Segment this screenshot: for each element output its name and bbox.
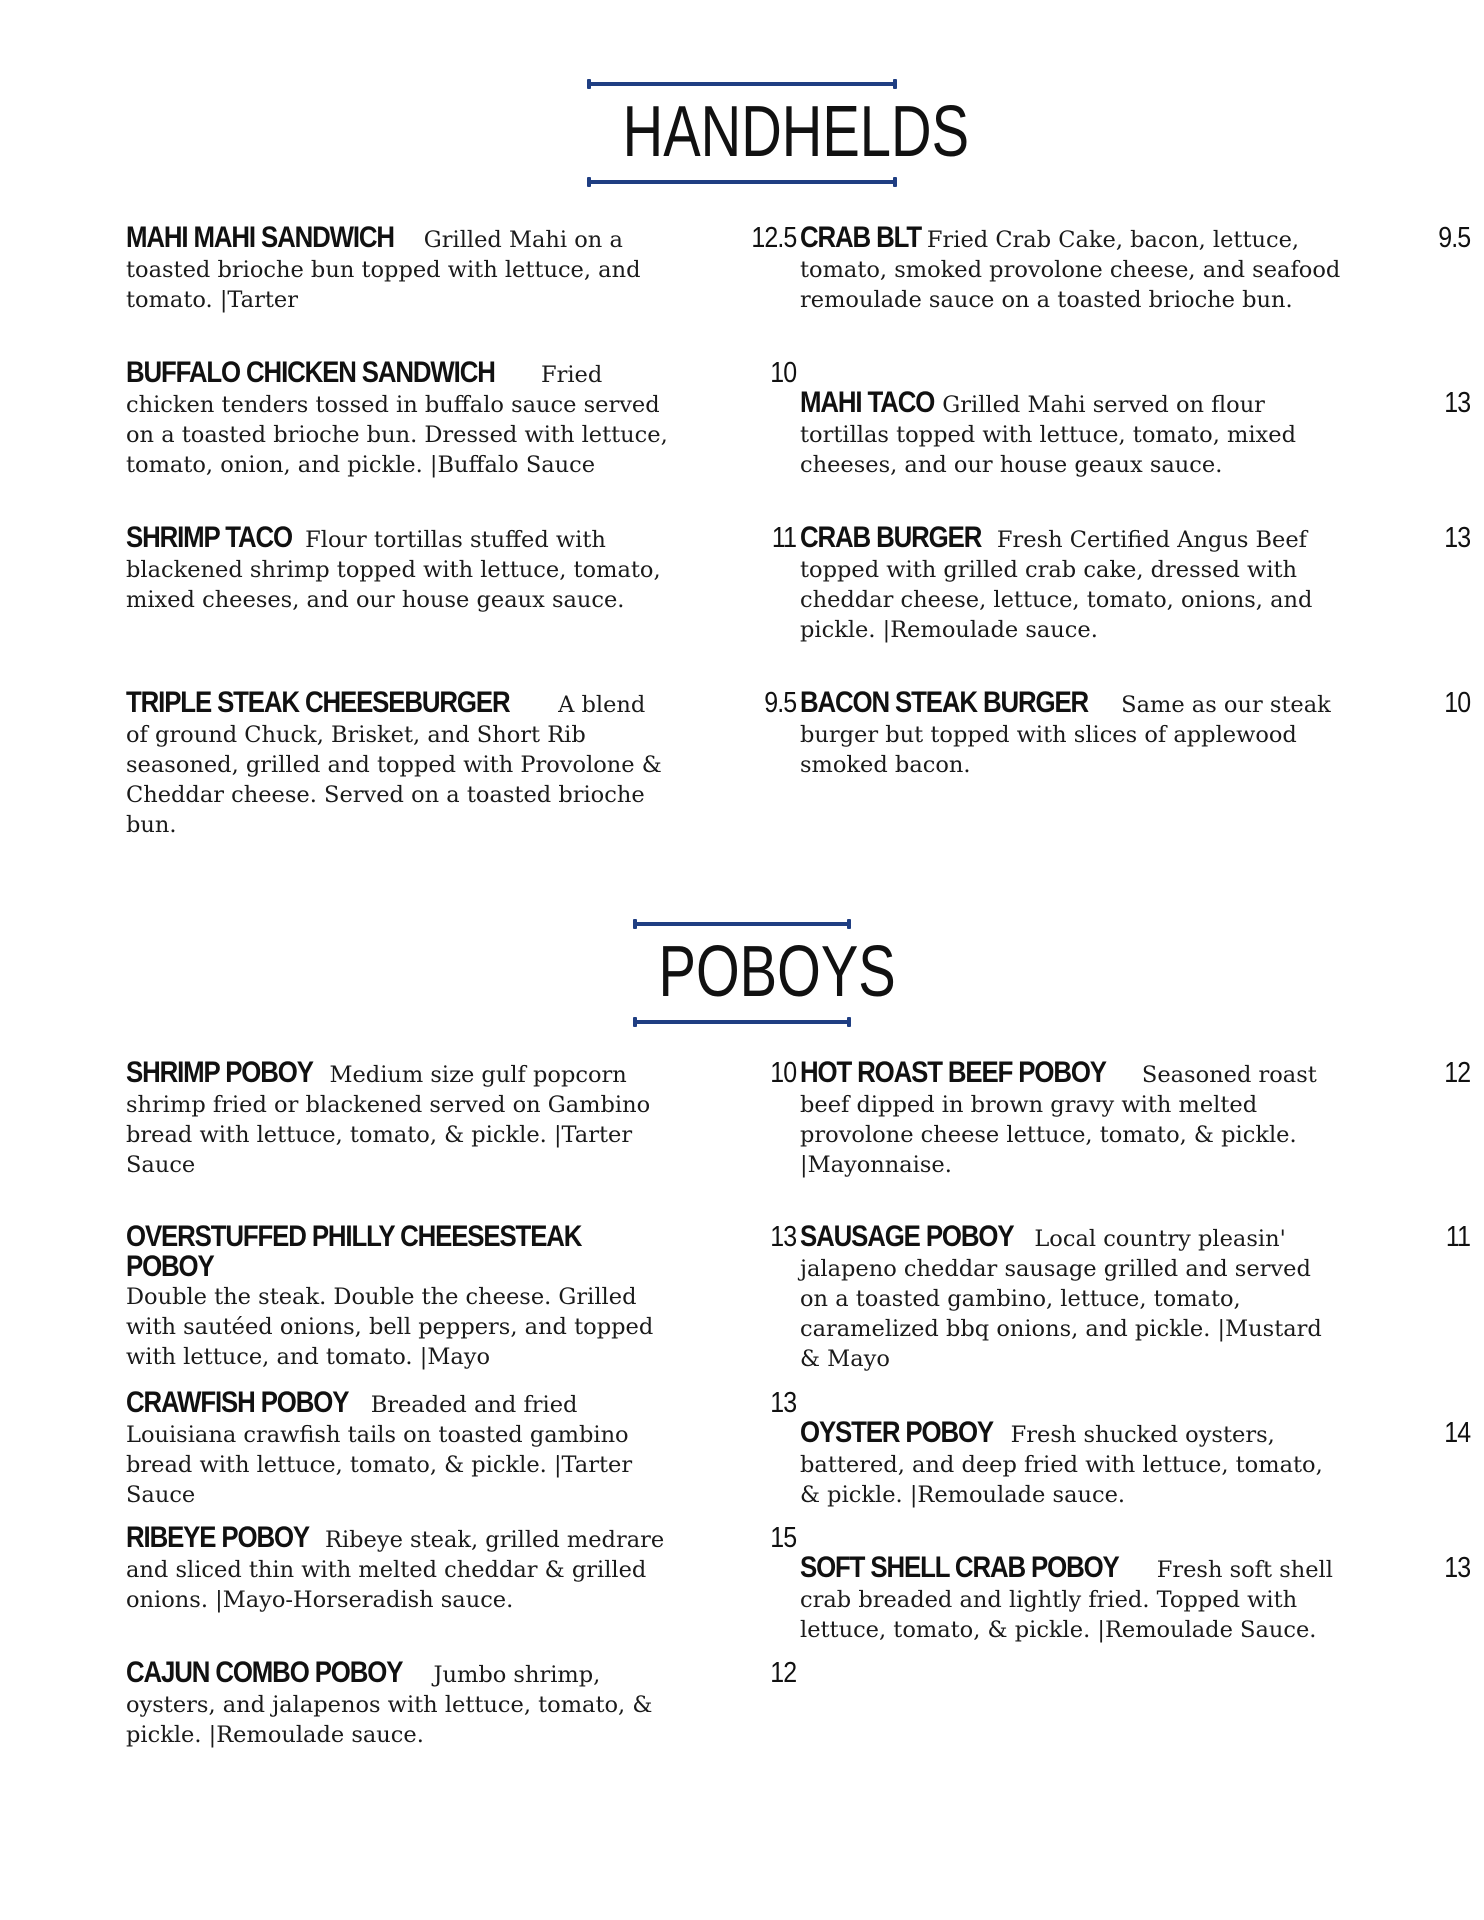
item-name: RIBEYE POBOY — [126, 1521, 310, 1554]
item-description: Grilled Mahi served on flour tortillas topped with lettuce, tomato, mixed cheeses, and our house geaux sauce. — [800, 392, 1296, 478]
item-name: OVERSTUFFED PHILLY CHEESESTEAK POBOY — [126, 1220, 582, 1283]
item-description: Seasoned roast beef dipped in brown gravy with melted provolone cheese lettuce, tomato, & pickle. |Mayonnaise. — [800, 1062, 1317, 1178]
menu-item — [126, 1658, 796, 1750]
menu-item — [800, 223, 1470, 315]
menu-item — [126, 1058, 796, 1180]
heading-rule-bottom — [635, 1020, 849, 1024]
item-price: 13 — [1443, 522, 1470, 554]
item-name: MAHI MAHI SANDWICH — [126, 221, 394, 254]
menu-item — [126, 1388, 796, 1510]
heading-rule-top — [589, 82, 895, 86]
item-price: 10 — [769, 1057, 796, 1089]
section-title-handhelds: HANDHELDS — [622, 92, 970, 172]
item-price: 13 — [769, 1221, 796, 1253]
item-name: CRAB BURGER — [800, 521, 982, 554]
menu-item — [126, 1523, 796, 1615]
item-description: Flour tortillas stuffed with blackened shrimp topped with lettuce, tomato, mixed cheeses, and our house geaux sauce. — [126, 527, 661, 613]
item-description: A blend of ground Chuck, Brisket, and Short Rib seasoned, grilled and topped with Provolone & Cheddar cheese. Served on a toasted brioche bun. — [126, 692, 662, 838]
item-description: Fresh Certified Angus Beef topped with grilled crab cake, dressed with cheddar cheese, lettuce, tomato, onions, and pickle. |Remoulade sauce. — [800, 527, 1313, 643]
menu-item — [126, 1222, 796, 1372]
item-price: 13 — [1443, 387, 1470, 419]
menu-item — [800, 1058, 1470, 1180]
heading-rule-top — [635, 922, 849, 926]
item-name: SOFT SHELL CRAB POBOY — [800, 1551, 1119, 1584]
item-name: SHRIMP POBOY — [126, 1056, 313, 1089]
menu-item — [800, 523, 1470, 645]
menu-item — [126, 358, 796, 480]
item-name: SAUSAGE POBOY — [800, 1220, 1014, 1253]
menu-item — [126, 688, 796, 840]
item-price: 13 — [769, 1387, 796, 1419]
heading-rule-bottom — [589, 180, 895, 184]
item-description: Local country pleasin' jalapeno cheddar sausage grilled and served on a toasted gambino, lettuce, tomato, caramelized bbq onions, and pickle. |Mustard & Mayo — [800, 1226, 1322, 1372]
item-price: 11 — [771, 522, 796, 554]
menu-item — [800, 388, 1470, 480]
item-price: 10 — [1443, 687, 1470, 719]
menu-item — [126, 223, 796, 315]
item-name: CRAB BLT — [800, 221, 921, 254]
item-name: CAJUN COMBO POBOY — [126, 1656, 403, 1689]
poboys-heading — [0, 922, 1484, 1024]
item-description: Ribeye steak, grilled medrare and sliced thin with melted cheddar & grilled onions. |Mayo-Horseradish sauce. — [126, 1527, 665, 1613]
item-description: Jumbo shrimp, oysters, and jalapenos with lettuce, tomato, & pickle. |Remoulade sauce. — [126, 1662, 653, 1748]
menu-item — [800, 1418, 1470, 1510]
item-price: 14 — [1443, 1417, 1470, 1449]
menu-item — [800, 688, 1470, 780]
item-price: 10 — [769, 357, 796, 389]
item-name: TRIPLE STEAK CHEESEBURGER — [126, 686, 510, 719]
item-name: OYSTER POBOY — [800, 1416, 994, 1449]
section-title-poboys: POBOYS — [658, 932, 896, 1012]
item-price: 12 — [769, 1657, 796, 1689]
item-price: 11 — [1445, 1221, 1470, 1253]
item-description: Same as our steak burger but topped with slices of applewood smoked bacon. — [800, 692, 1331, 778]
item-name: MAHI TACO — [800, 386, 935, 419]
menu-item — [126, 523, 796, 615]
item-description: Fresh shucked oysters, battered, and deep fried with lettuce, tomato, & pickle. |Remoulade sauce. — [800, 1422, 1323, 1508]
item-price: 13 — [1443, 1552, 1470, 1584]
item-price: 15 — [769, 1522, 796, 1554]
item-description: Grilled Mahi on a toasted brioche bun topped with lettuce, and tomato. |Tarter — [126, 227, 641, 313]
menu-item — [800, 1553, 1470, 1645]
item-description: Fried chicken tenders tossed in buffalo sauce served on a toasted brioche bun. Dressed with lettuce, tomato, onion, and pickle. |Buffalo Sauce — [126, 362, 668, 478]
item-name: HOT ROAST BEEF POBOY — [800, 1056, 1106, 1089]
item-price: 9.5 — [763, 687, 796, 719]
menu-item — [800, 1222, 1470, 1374]
handhelds-heading — [0, 82, 1484, 184]
item-name: BUFFALO CHICKEN SANDWICH — [126, 356, 495, 389]
item-description: Fresh soft shell crab breaded and lightly fried. Topped with lettuce, tomato, & pickle. |Remoulade Sauce. — [800, 1557, 1333, 1643]
item-description: Breaded and fried Louisiana crawfish tails on toasted gambino bread with lettuce, tomato, & pickle. |Tarter Sauce — [126, 1392, 633, 1508]
item-description: Fried Crab Cake, bacon, lettuce, tomato, smoked provolone cheese, and seafood remoulade sauce on a toasted brioche bun. — [800, 227, 1341, 313]
item-name: SHRIMP TACO — [126, 521, 292, 554]
item-price: 12 — [1443, 1057, 1470, 1089]
item-name: BACON STEAK BURGER — [800, 686, 1089, 719]
item-price: 9.5 — [1437, 222, 1470, 254]
item-description: Medium size gulf popcorn shrimp fried or blackened served on Gambino bread with lettuce, tomato, & pickle. |Tarter Sauce — [126, 1062, 651, 1178]
item-description: Double the steak. Double the cheese. Grilled with sautéed onions, bell peppers, and topped with lettuce, and tomato. |Mayo — [126, 1284, 654, 1370]
item-name: CRAWFISH POBOY — [126, 1386, 349, 1419]
item-price: 12.5 — [750, 222, 796, 254]
